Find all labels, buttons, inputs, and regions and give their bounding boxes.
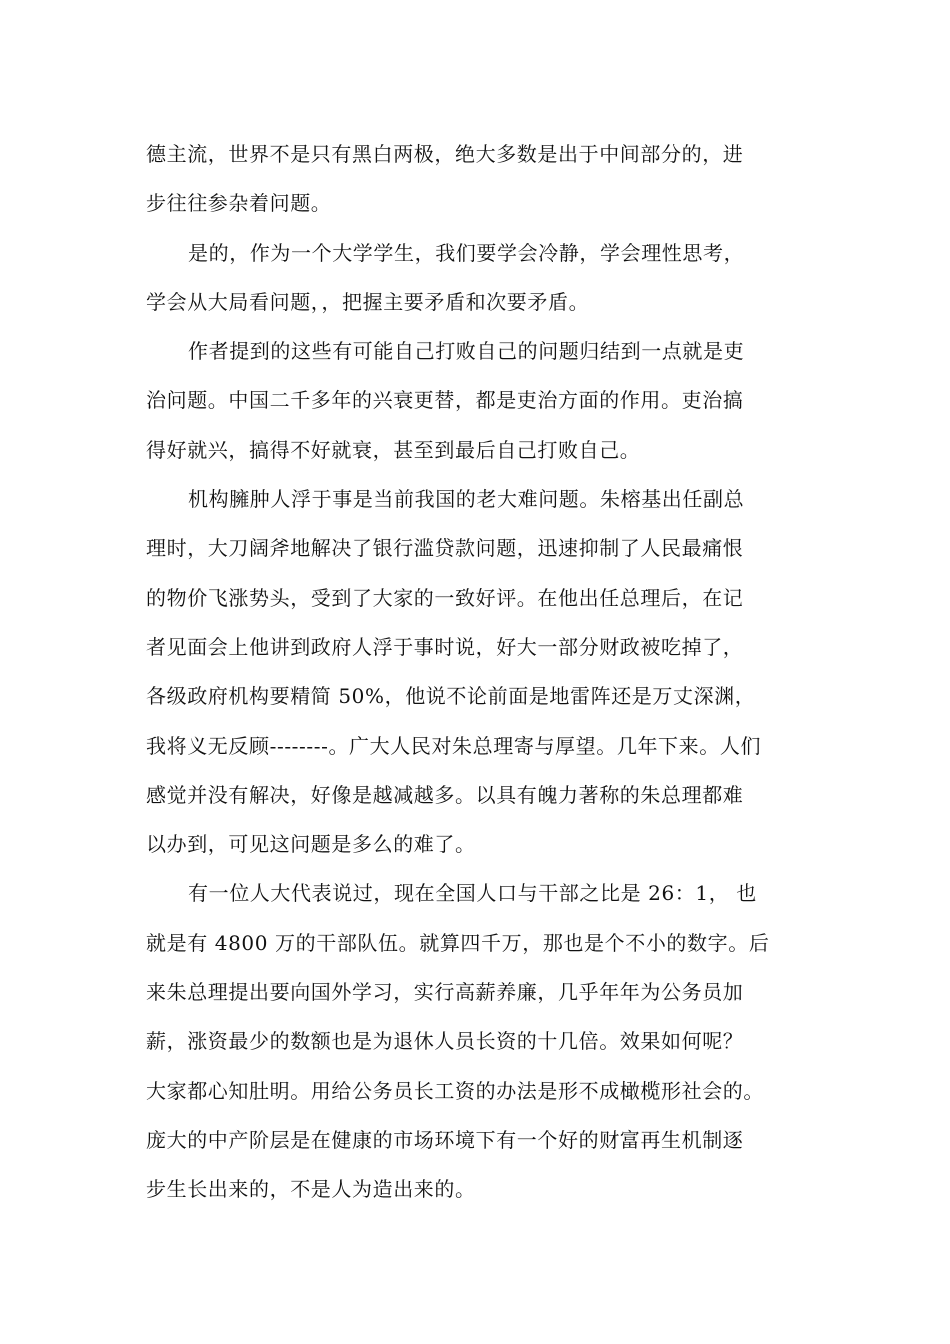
text-line: 就是有 4800 万的干部队伍。就算四千万，那也是个不小的数字。后 [146,930,770,955]
paragraph-first-line: 有一位人大代表说过，现在全国人口与干部之比是 26：1， 也 [188,881,757,906]
text-line: 德主流，世界不是只有黑白两极，绝大多数是出于中间部分的，进 [146,142,744,166]
text-line: 步生长出来的，不是人为造出来的。 [146,1177,476,1202]
text-line: 我将义无反顾--------。广大人民对朱总理寄与厚望。几年下来。人们 [146,733,762,758]
text-line: 理时，大刀阔斧地解决了银行滥贷款问题，迅速抑制了人民最痛恨 [146,536,744,561]
text-line: 大家都心知肚明。用给公务员长工资的办法是形不成橄榄形社会的。 [146,1078,764,1103]
text-line: 者见面会上他讲到政府人浮于事时说，好大一部分财政被吃掉了， [146,634,744,659]
paragraph-first-line: 作者提到的这些有可能自己打败自己的问题归结到一点就是吏 [188,339,745,364]
text-line: 治问题。中国二千多年的兴衰更替，都是吏治方面的作用。吏治搞 [146,388,744,413]
text-line: 感觉并没有解决，好像是越减越多。以具有魄力著称的朱总理都难 [146,782,744,807]
text-line: 薪，涨资最少的数额也是为退休人员长资的十几倍。效果如何呢？ [146,1029,744,1054]
document-body [146,130,846,1215]
text-line: 以办到，可见这问题是多么的难了。 [146,832,476,857]
text-line: 来朱总理提出要向国外学习，实行高薪养廉，几乎年年为公务员加 [146,980,744,1005]
text-line: 的物价飞涨势头，受到了大家的一致好评。在他出任总理后，在记 [146,585,744,610]
text-line: 庞大的中产阶层是在健康的市场环境下有一个好的财富再生机制逐 [146,1127,744,1152]
text-line: 得好就兴，搞得不好就衰，甚至到最后自己打败自己。 [146,437,641,462]
paragraph-first-line: 机构臃肿人浮于事是当前我国的老大难问题。朱榕基出任副总 [188,487,745,512]
text-line: 各级政府机构要精简 50%，他说不论前面是地雷阵还是万丈深渊， [146,684,756,709]
text-line: 学会从大局看问题，，把握主要矛盾和次要矛盾。 [146,289,590,314]
text-line: 步往往参杂着问题。 [146,191,332,216]
paragraph-first-line: 是的，作为一个大学学生，我们要学会冷静，学会理性思考， [188,240,745,265]
